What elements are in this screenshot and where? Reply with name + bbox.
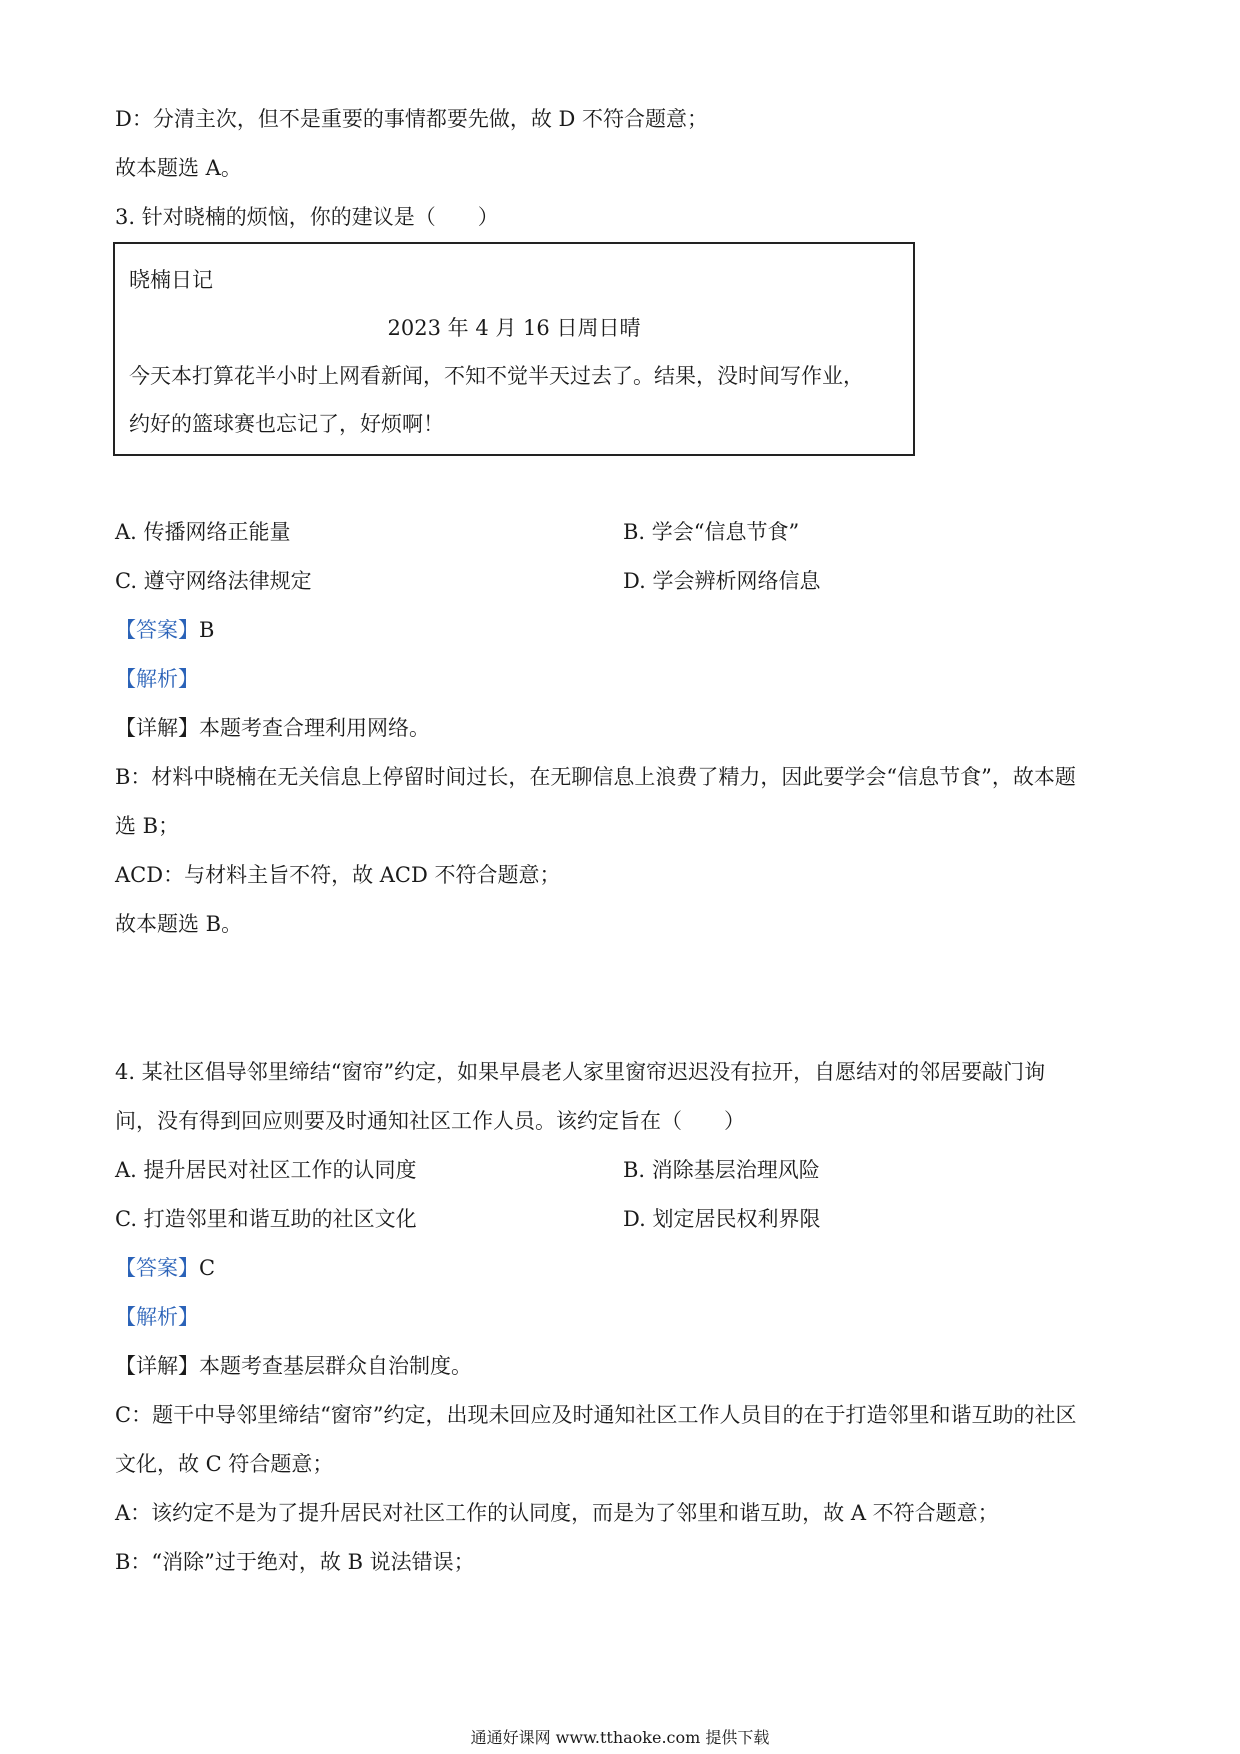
q4-c-analysis-line1: C：题干中导邻里缔结“窗帘”约定，出现未回应及时通知社区工作人员目的在于打造邻里和谐互助的社区 <box>115 1403 1077 1427</box>
q4-c-analysis-line2: 文化，故 C 符合题意； <box>115 1452 334 1476</box>
q4-option-d: D. 划定居民权利界限 <box>623 1207 821 1231</box>
prev-conclusion: 故本题选 A。 <box>115 156 242 180</box>
answer-tag: 【答案】 <box>115 1256 199 1280</box>
q3-option-d: D. 学会辨析网络信息 <box>623 569 821 593</box>
q3-conclusion: 故本题选 B。 <box>115 912 243 936</box>
q4-option-a: A. 提升居民对社区工作的认同度 <box>115 1158 417 1182</box>
q4-analysis-tag: 【解析】 <box>115 1305 199 1329</box>
q3-stem: 3. 针对晓楠的烦恼，你的建议是（ ） <box>115 205 499 229</box>
q4-a-analysis: A：该约定不是为了提升居民对社区工作的认同度，而是为了邻里和谐互助，故 A 不符合题意； <box>115 1501 999 1525</box>
q3-option-c: C. 遵守网络法律规定 <box>115 569 312 593</box>
prev-option-d-analysis: D：分清主次，但不是重要的事情都要先做，故 D 不符合题意； <box>115 107 709 131</box>
diary-body-line1: 今天本打算花半小时上网看新闻，不知不觉半天过去了。结果，没时间写作业， <box>129 364 864 388</box>
q3-option-a: A. 传播网络正能量 <box>115 520 291 544</box>
q4-detail: 【详解】本题考查基层群众自治制度。 <box>115 1354 472 1378</box>
q3-option-b: B. 学会“信息节食” <box>623 520 800 544</box>
q3-analysis-tag: 【解析】 <box>115 667 199 691</box>
answer-value: B <box>199 618 215 642</box>
q4-stem-line2: 问，没有得到回应则要及时通知社区工作人员。该约定旨在（ ） <box>115 1109 745 1133</box>
q3-acd-analysis: ACD：与材料主旨不符，故 ACD 不符合题意； <box>115 863 561 887</box>
diary-title: 晓楠日记 <box>129 268 213 292</box>
answer-value: C <box>199 1256 216 1280</box>
q4-b-analysis: B：“消除”过于绝对，故 B 说法错误； <box>115 1550 475 1574</box>
q4-stem-line1: 4. 某社区倡导邻里缔结“窗帘”约定，如果早晨老人家里窗帘迟迟没有拉开，自愿结对的邻居要敲门询 <box>115 1060 1046 1084</box>
q3-detail: 【详解】本题考查合理利用网络。 <box>115 716 430 740</box>
q4-option-c: C. 打造邻里和谐互助的社区文化 <box>115 1207 417 1231</box>
q4-option-b: B. 消除基层治理风险 <box>623 1158 820 1182</box>
q4-answer <box>115 1254 215 1282</box>
diary-date: 2023 年 4 月 16 日周日晴 <box>387 316 641 340</box>
q3-b-analysis-line2: 选 B； <box>115 814 180 838</box>
diary-box <box>113 242 915 456</box>
q3-answer <box>115 616 214 644</box>
answer-tag: 【答案】 <box>115 618 199 642</box>
page-footer: 通通好课网 www.tthaoke.com 提供下载 <box>470 1728 770 1747</box>
q3-b-analysis-line1: B：材料中晓楠在无关信息上停留时间过长，在无聊信息上浪费了精力，因此要学会“信息节食”，故本题 <box>115 765 1076 789</box>
diary-body-line2: 约好的篮球赛也忘记了，好烦啊！ <box>129 412 444 436</box>
